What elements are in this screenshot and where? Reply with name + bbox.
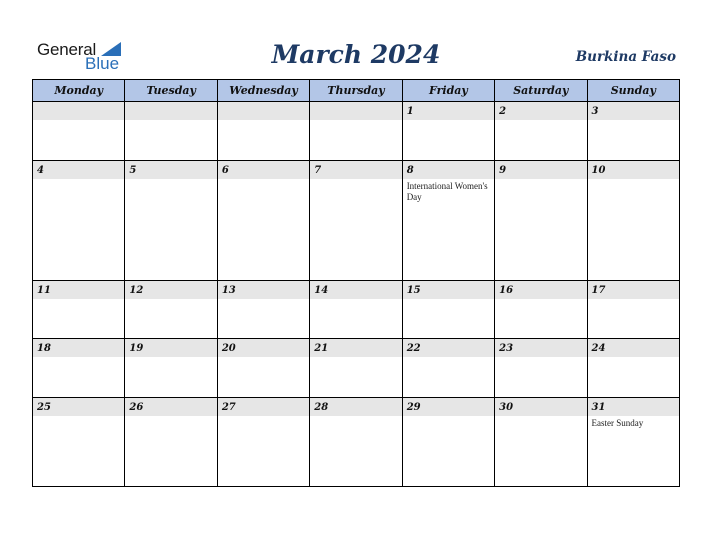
holiday-label: [125, 179, 216, 181]
day-cell: [33, 397, 125, 486]
day-cell: [217, 102, 309, 161]
day-cell: [402, 102, 494, 161]
day-cell: [217, 160, 309, 280]
day-cell-header: [125, 281, 216, 299]
day-cell-header: [495, 281, 586, 299]
day-number: 30: [499, 401, 514, 413]
day-cell-header: [310, 161, 401, 179]
day-cell-header: [310, 398, 401, 416]
day-cell: [587, 280, 679, 339]
day-cell-header: [33, 102, 124, 120]
day-number: [33, 102, 124, 105]
day-cell: [495, 339, 587, 398]
holiday-label: [218, 179, 309, 181]
day-cell: [495, 160, 587, 280]
day-number: 14: [314, 284, 329, 296]
day-number: 13: [221, 284, 236, 296]
holiday-label: [495, 120, 586, 122]
weekday-header: Thursday: [310, 80, 402, 102]
day-number: 4: [37, 164, 44, 176]
weekday-header: Tuesday: [125, 80, 217, 102]
day-number: 15: [406, 284, 421, 296]
day-cell-header: [218, 102, 309, 120]
day-cell: [33, 339, 125, 398]
day-cell: [33, 160, 125, 280]
holiday-label: [310, 416, 401, 418]
holiday-label: [310, 120, 401, 122]
holiday-label: [33, 416, 124, 418]
day-cell: [310, 160, 402, 280]
day-cell: [402, 339, 494, 398]
day-cell: [587, 102, 679, 161]
day-cell-header: [125, 161, 216, 179]
holiday-label: [33, 120, 124, 122]
weekday-header: Sunday: [587, 80, 679, 102]
day-cell: [587, 339, 679, 398]
day-number: 6: [221, 164, 229, 176]
week-row: [33, 102, 680, 161]
day-number: 24: [591, 343, 606, 355]
holiday-label: [125, 120, 216, 122]
day-cell-header: [125, 339, 216, 357]
holiday-label: International Women's Day: [406, 180, 488, 202]
day-number: 17: [591, 284, 606, 296]
day-cell-header: [125, 102, 216, 120]
logo-text-blue: Blue: [85, 54, 120, 73]
holiday-label: [310, 299, 401, 301]
day-cell-header: [403, 339, 494, 357]
day-cell-header: [33, 281, 124, 299]
day-number: 29: [406, 401, 421, 413]
day-number: 2: [499, 106, 507, 117]
holiday-label: [495, 416, 586, 418]
day-number: [218, 102, 309, 105]
day-number: 19: [129, 343, 144, 355]
day-cell-header: [495, 161, 586, 179]
day-number: 25: [37, 401, 51, 413]
day-cell: [402, 280, 494, 339]
day-number: 16: [499, 284, 514, 296]
holiday-label: [495, 357, 586, 359]
day-cell: [495, 102, 587, 161]
weekday-header: Friday: [402, 80, 494, 102]
day-cell: [125, 397, 217, 486]
day-cell-header: [310, 281, 401, 299]
day-number: 12: [129, 284, 144, 296]
day-cell: [587, 397, 679, 486]
holiday-label: [310, 357, 401, 359]
holiday-label: [218, 416, 309, 418]
holiday-label: [218, 299, 309, 301]
day-cell-header: [403, 398, 494, 416]
day-cell-header: [310, 102, 401, 120]
holiday-label: Easter Sunday: [591, 417, 644, 428]
holiday-label: [588, 179, 679, 181]
day-number: 27: [221, 401, 236, 413]
holiday-label: [218, 120, 309, 122]
page-title: March 2024: [271, 40, 441, 69]
day-cell-header: [495, 339, 586, 357]
day-cell-header: [403, 161, 494, 179]
day-cell-header: [588, 281, 679, 299]
day-cell: [217, 397, 309, 486]
holiday-label: [33, 357, 124, 359]
day-number: 28: [314, 401, 329, 413]
holiday-label: [495, 179, 586, 181]
day-cell: [33, 102, 125, 161]
week-row: [33, 160, 680, 280]
weekday-header: Monday: [33, 80, 125, 102]
logo: [37, 40, 127, 74]
day-cell: [125, 102, 217, 161]
day-number: 5: [129, 164, 137, 176]
day-cell: [402, 397, 494, 486]
day-cell-header: [33, 161, 124, 179]
day-cell-header: [495, 398, 586, 416]
day-cell-header: [218, 281, 309, 299]
day-cell: [495, 397, 587, 486]
holiday-label: [403, 416, 494, 418]
holiday-label: [33, 299, 124, 301]
day-number: [125, 102, 216, 105]
holiday-label: [218, 357, 309, 359]
day-number: 31: [591, 401, 606, 413]
holiday-label: [588, 357, 679, 359]
day-cell-header: [33, 398, 124, 416]
day-cell: [402, 160, 494, 280]
holiday-label: [588, 299, 679, 301]
day-number: 7: [314, 164, 322, 176]
day-cell-header: [588, 102, 679, 120]
day-number: 3: [591, 106, 599, 117]
day-cell: [310, 397, 402, 486]
day-cell: [125, 280, 217, 339]
day-cell-header: [403, 102, 494, 120]
day-cell-header: [495, 102, 586, 120]
weekday-header: Saturday: [495, 80, 587, 102]
day-number: 9: [499, 164, 507, 176]
day-cell-header: [218, 398, 309, 416]
day-number: 22: [406, 343, 421, 355]
day-number: 18: [37, 343, 51, 355]
week-row: [33, 280, 680, 339]
day-cell-header: [310, 339, 401, 357]
day-cell-header: [588, 339, 679, 357]
day-cell: [310, 102, 402, 161]
week-row: [33, 339, 680, 398]
calendar-grid: [32, 79, 680, 487]
day-number: 26: [129, 401, 144, 413]
day-cell-header: [588, 161, 679, 179]
day-number: 21: [314, 343, 329, 355]
day-cell: [310, 280, 402, 339]
day-number: 8: [406, 164, 414, 176]
day-cell: [495, 280, 587, 339]
country-label: Burkina Faso: [575, 49, 676, 65]
holiday-label: [125, 299, 216, 301]
day-cell-header: [218, 161, 309, 179]
day-cell: [125, 339, 217, 398]
day-cell-header: [125, 398, 216, 416]
day-number: 1: [406, 106, 414, 117]
day-number: [310, 102, 401, 105]
day-number: 10: [591, 164, 606, 176]
holiday-label: [33, 179, 124, 181]
day-cell: [125, 160, 217, 280]
day-cell: [217, 280, 309, 339]
day-number: 20: [221, 343, 236, 355]
holiday-label: [588, 120, 679, 122]
holiday-label: [403, 120, 494, 122]
day-cell: [310, 339, 402, 398]
holiday-label: [403, 357, 494, 359]
holiday-label: [125, 416, 216, 418]
holiday-label: [495, 299, 586, 301]
holiday-label: [310, 179, 401, 181]
day-number: 23: [499, 343, 514, 355]
day-number: 11: [37, 284, 51, 296]
day-cell: [587, 160, 679, 280]
day-cell-header: [403, 281, 494, 299]
day-cell: [33, 280, 125, 339]
holiday-label: [125, 357, 216, 359]
weekday-header-row: [33, 80, 680, 102]
logo-text-general: General: [37, 40, 97, 59]
day-cell-header: [588, 398, 679, 416]
week-row: [33, 397, 680, 486]
day-cell: [217, 339, 309, 398]
weekday-header: Wednesday: [217, 80, 309, 102]
day-cell-header: [33, 339, 124, 357]
holiday-label: [403, 299, 494, 301]
day-cell-header: [218, 339, 309, 357]
